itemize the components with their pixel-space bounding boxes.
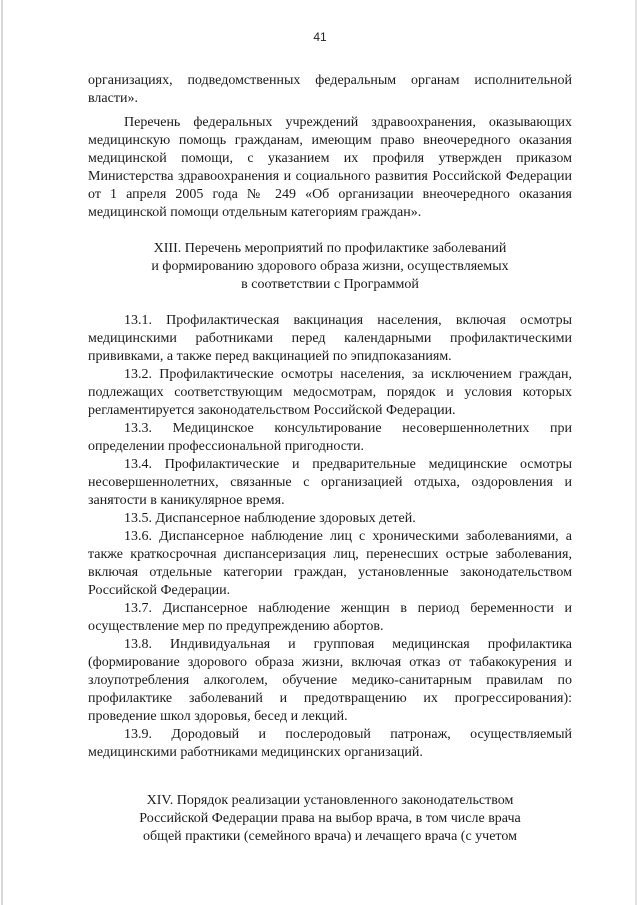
heading-line: в соответствии с Программой [241,277,419,292]
scan-edge-right [635,0,637,905]
heading-line: Российской Федерации права на выбор врача, в том числе врача [139,811,521,826]
section-13-heading [88,240,572,294]
page-number: 41 [313,30,327,44]
list-item: 13.8. Индивидуальная и групповая медицинская профилактика (формирование здорового образа жизни, включая отказ от табакокурения и злоупотребления алкоголем, обучение медико-санитарным правилам по профилактике заболеваний и предотвращению их прогрессирования): проведение школ здоровья, бесед и лекций. [88,637,572,724]
list-item: 13.7. Диспансерное наблюдение женщин в период беременности и осуществление мер по предупреждению абортов. [88,601,572,634]
section-13-list [88,312,572,762]
list-item: 13.5. Диспансерное наблюдение здоровых детей. [124,511,416,526]
list-item: 13.6. Диспансерное наблюдение лиц с хроническими заболеваниями, а также краткосрочная диспансеризация лиц, перенесших острые заболевания, включая отдельные категории граждан, установленные законодательством Российской Федерации. [88,529,572,598]
list-item: 13.4. Профилактические и предварительные медицинские осмотры несовершеннолетних, связанные с организацией отдыха, оздоровления и занятости в каникулярное время. [88,457,572,508]
document-body [88,72,572,846]
heading-line: и формированию здорового образа жизни, осуществляемых [151,259,509,274]
heading-line: XIV. Порядок реализации установленного законодательством [146,793,514,808]
scan-edge-left [1,0,3,905]
heading-line: XIII. Перечень мероприятий по профилактике заболеваний [153,241,507,256]
list-item: 13.3. Медицинское консультирование несовершеннолетних при определении профессиональной пригодности. [88,421,572,454]
list-item: 13.2. Профилактические осмотры населения, за исключением граждан, подлежащих соответствующим медосмотрам, порядок и условия которых регламентируется законодательством Российской Федерации. [88,367,572,418]
heading-line: общей практики (семейного врача) и лечащего врача (с учетом [143,829,517,844]
paragraph-federal-institutions: Перечень федеральных учреждений здравоохранения, оказывающих медицинскую помощь гражданам, имеющим право внеочередного оказания медицинской помощи, с указанием их профиля утвержден приказом Министерства здравоохранения и социального развития Российской Федерации от 1 апреля 2005 года № 249 «Об организации внеочередного оказания медицинской помощи отдельным категориям граждан». [88,115,572,220]
section-14-heading [88,792,572,846]
list-item: 13.9. Дородовый и послеродовый патронаж, осуществляемый медицинскими работниками медицинских организаций. [88,727,572,760]
list-item: 13.1. Профилактическая вакцинация населения, включая осмотры медицинскими работниками перед календарными профилактическими прививками, а также перед вакцинацией по эпидпоказаниям. [88,313,572,364]
paragraph-continuation: организациях, подведомственных федеральным органам исполнительной власти». [88,73,572,106]
